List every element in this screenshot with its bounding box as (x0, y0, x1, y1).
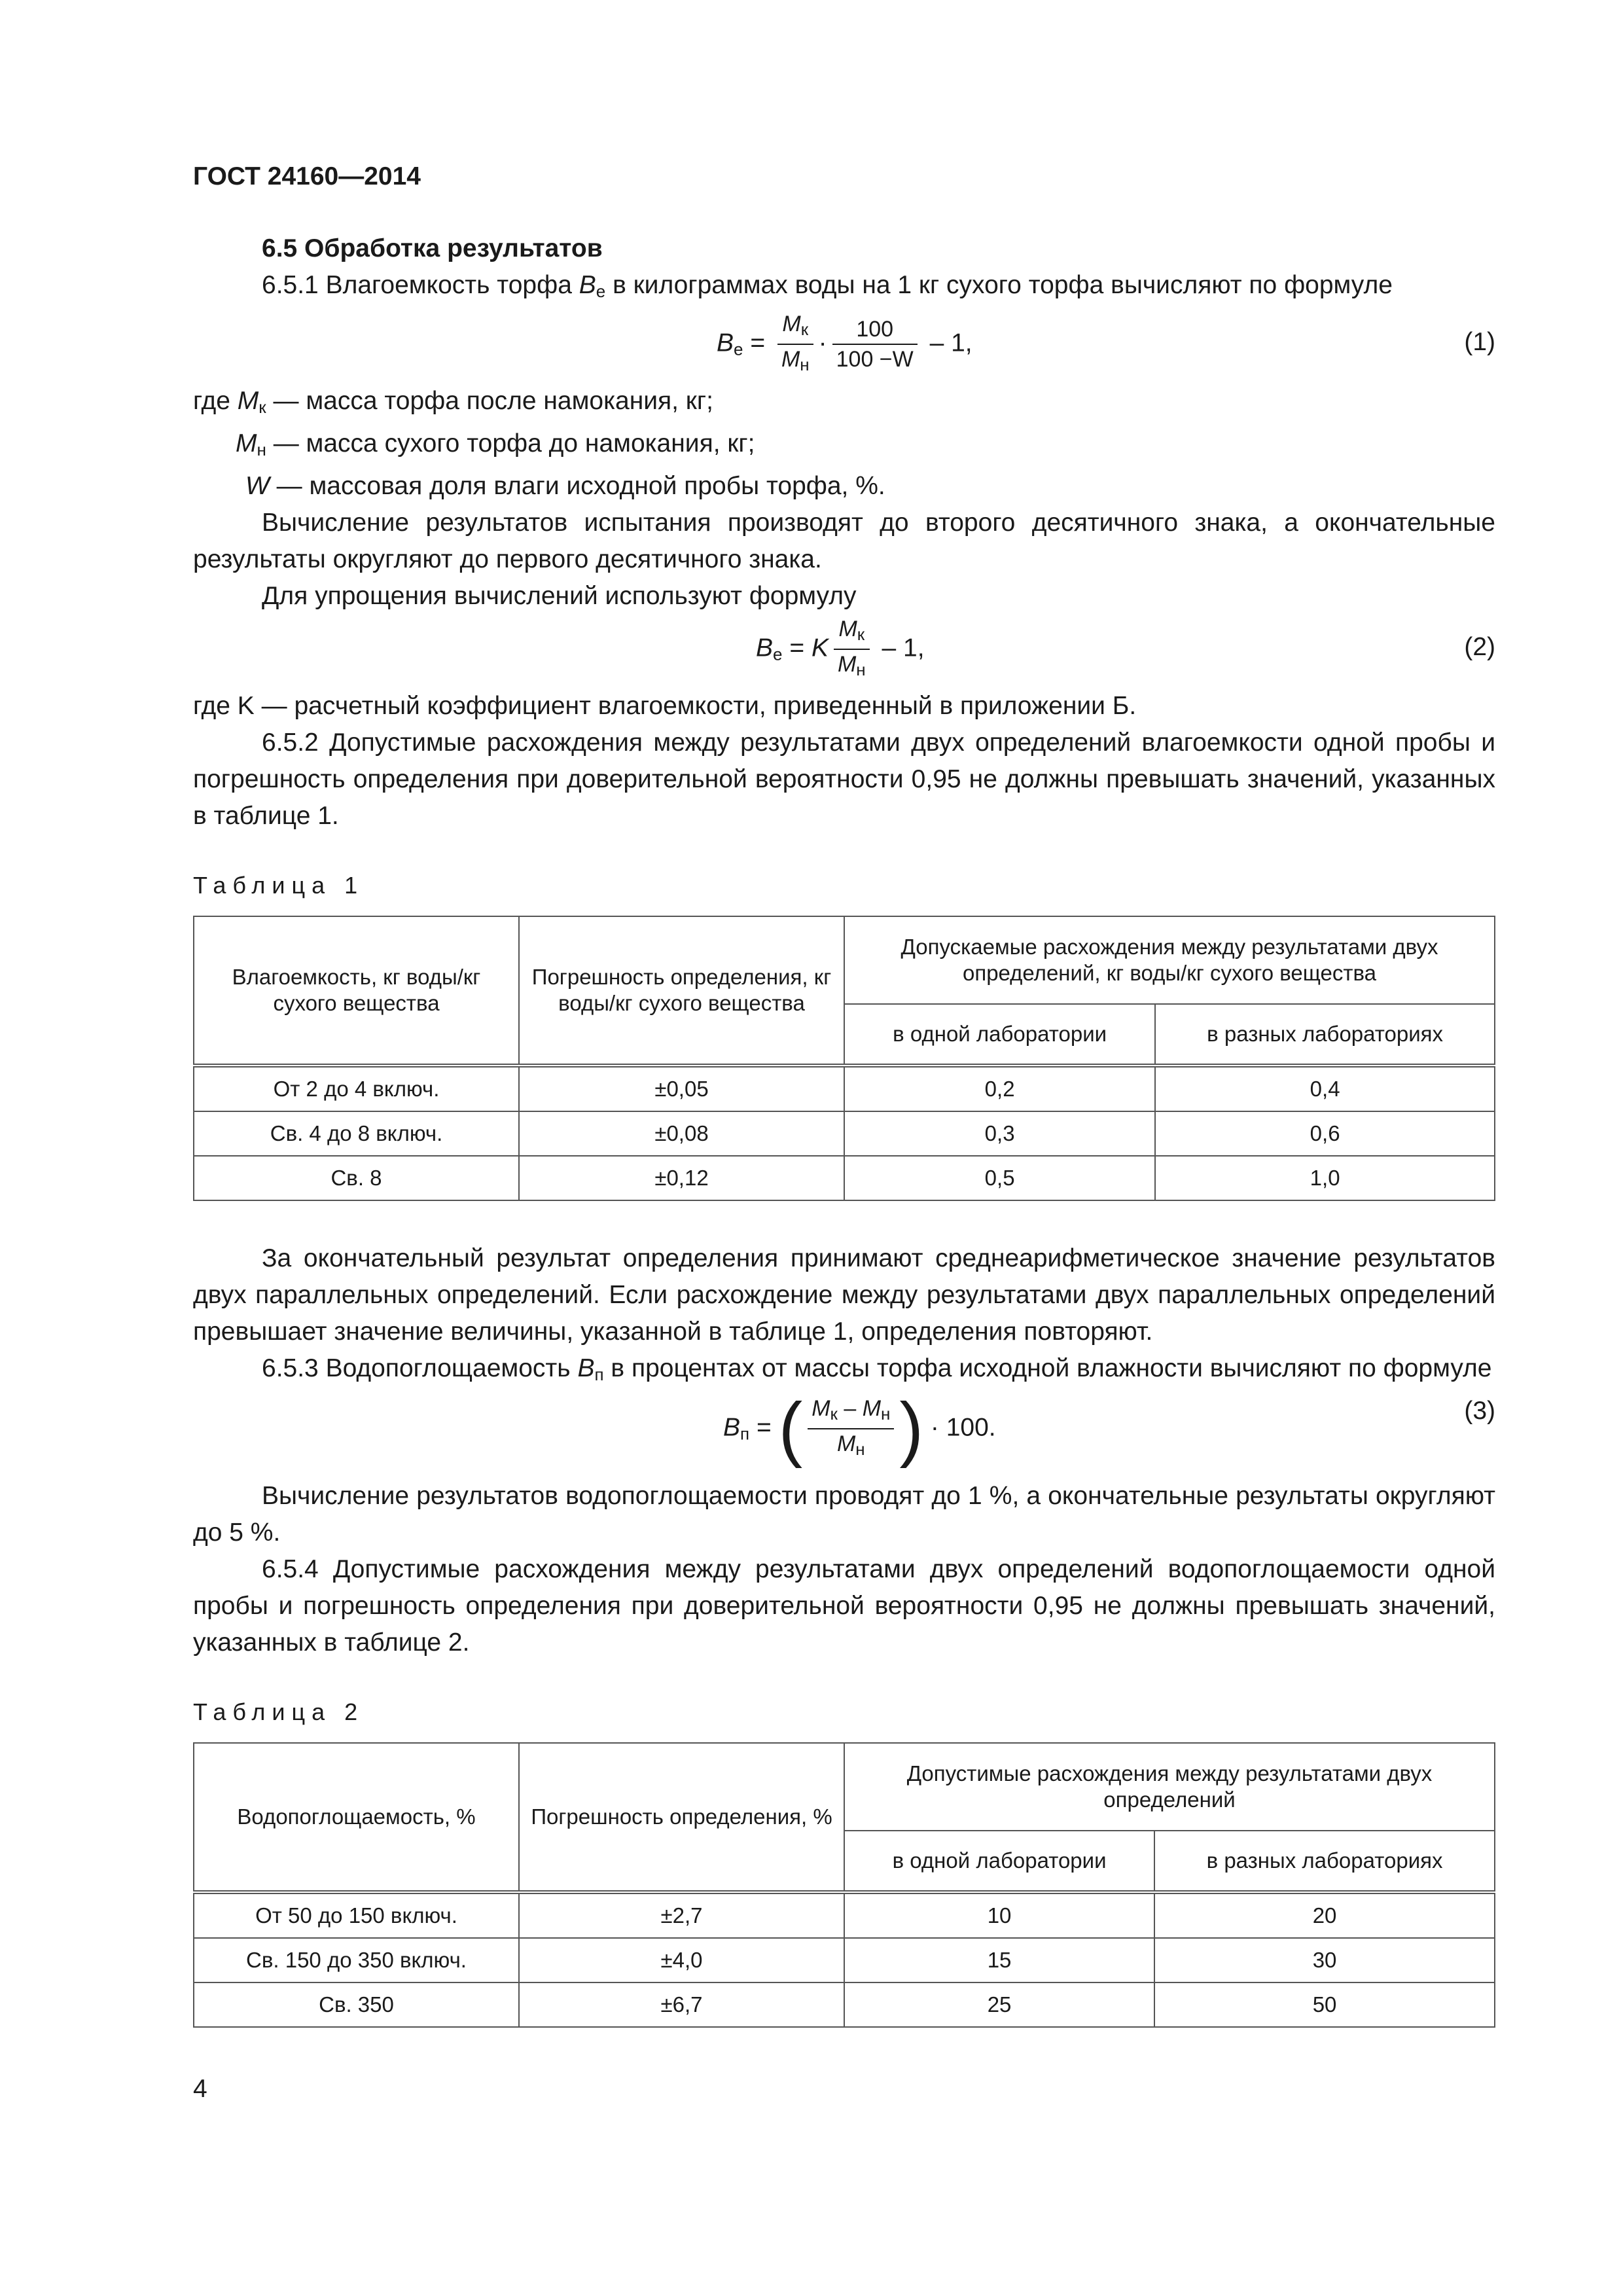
paragraph-calc: Вычисление результатов испытания производят до второго десятичного знака, а окончательные результаты округляют до первого десятичного знака. (193, 509, 1495, 573)
table2-header-sub1: в одной лаборатории (844, 1831, 1154, 1892)
table1 (193, 916, 1495, 1201)
fraction-mk-minus-mn: $\frac{M_к - M_н}{M_н}$ (808, 1394, 894, 1463)
table1-header-col2: Погрешность определения, кг воды/кг сухого вещества (519, 916, 844, 1066)
document-header: ГОСТ 24160—2014 (193, 162, 421, 190)
paragraph-6-5-2: 6.5.2 Допустимые расхождения между результатами двух определений влагоемкости одной пробы и погрешность определения при доверительной вероятности 0,95 не должны превышать значений, указанных в таблице 1. (193, 728, 1495, 830)
table1-header-col1: Влагоемкость, кг воды/кг сухого вещества (194, 916, 519, 1066)
formula-number-1: (1) (1464, 328, 1495, 356)
table2-header-sub2: в разных лабораториях (1154, 1831, 1495, 1892)
paragraph-6-5-1: 6.5.1 Влагоемкость торфа $B_e$ в килограммах воды на 1 кг сухого торфа вычисляют по формуле (262, 271, 1393, 301)
table2-title: Таблица 2 (193, 1698, 365, 1725)
table1-header-group: Допускаемые расхождения между результатами двух определений, кг воды/кг сухого вещества (844, 916, 1495, 1004)
where-list-1: где $M_к$ — масса торфа после намокания, кг; $M_н$ — масса сухого торфа до намокания, кг; W — массовая доля влаги исходной пробы торфа, %. (193, 387, 885, 500)
table2-header-group: Допустимые расхождения между результатами двух определений (844, 1743, 1495, 1831)
fraction-100-w: $\frac{100}{100 -W}$ (832, 315, 918, 374)
paragraph-calc2: Вычисление результатов водопоглощаемости проводят до 1 %, а окончательные результаты округляют до 5 %. (193, 1482, 1495, 1547)
section-body (193, 230, 1495, 2028)
table-row: Св. 4 до 8 включ. ±0,08 0,3 0,6 (194, 1111, 1495, 1156)
formula-2: $B_e = K$ $\frac{M_к}{M_н}$ – 1, (2) (193, 615, 1495, 688)
table1-header-sub1: в одной лаборатории (844, 1004, 1155, 1066)
section-title: 6.5 Обработка результатов (262, 234, 603, 262)
fraction-mk-mn-2: $\frac{M_к}{M_н}$ (834, 615, 870, 684)
table-row: Св. 8 ±0,12 0,5 1,0 (194, 1156, 1495, 1200)
table-row: Св. 150 до 350 включ. ±4,0 15 30 (194, 1938, 1495, 1982)
table-row: От 2 до 4 включ. ±0,05 0,2 0,4 (194, 1066, 1495, 1111)
table-row: Св. 350 ±6,7 25 50 (194, 1982, 1495, 2027)
table2-header-col2: Погрешность определения, % (519, 1743, 844, 1892)
paragraph-final: За окончательный результат определения принимают среднеарифметическое значение результатов двух параллельных определений. Если расхождение между результатами двух параллельных определений превышает значение величины, указанной в таблице 1, определения повторяют. (193, 1244, 1495, 1346)
table1-title: Таблица 1 (193, 872, 365, 899)
page-number: 4 (193, 2075, 207, 2103)
table1-header-sub2: в разных лабораториях (1155, 1004, 1495, 1066)
formula-1: $B_e$ = $\frac{M_к}{M_н}$ · $\frac{100}{100 -W}$ – 1, (1) (193, 310, 1495, 383)
formula-number-3: (3) (1464, 1397, 1495, 1425)
formula-3: $B_п$ = ( $\frac{M_к - M_н}{M_н}$ ) · 100. (3) (723, 1388, 1495, 1469)
fraction-mk-mn: $\frac{M_к}{M_н}$ (777, 310, 813, 379)
paragraph-6-5-4: 6.5.4 Допустимые расхождения между результатами двух определений водопоглощаемости одной пробы и погрешность определения при доверительной вероятности 0,95 не должны превышать значений, указанных в таблице 2. (193, 1555, 1495, 1657)
formula-number-2: (2) (1464, 633, 1495, 661)
table2-header-col1: Водопоглощаемость, % (194, 1743, 519, 1892)
where-k: где K — расчетный коэффициент влагоемкости, приведенный в приложении Б. (193, 692, 1137, 720)
table-row: От 50 до 150 включ. ±2,7 10 20 (194, 1892, 1495, 1938)
paragraph-simplify: Для упрощения вычислений используют формулу (262, 582, 857, 610)
table2 (193, 1742, 1495, 2028)
paragraph-6-5-3: 6.5.3 Водопоглощаемость $B_п$ в процентах от массы торфа исходной влажности вычисляют по формуле (262, 1354, 1492, 1384)
